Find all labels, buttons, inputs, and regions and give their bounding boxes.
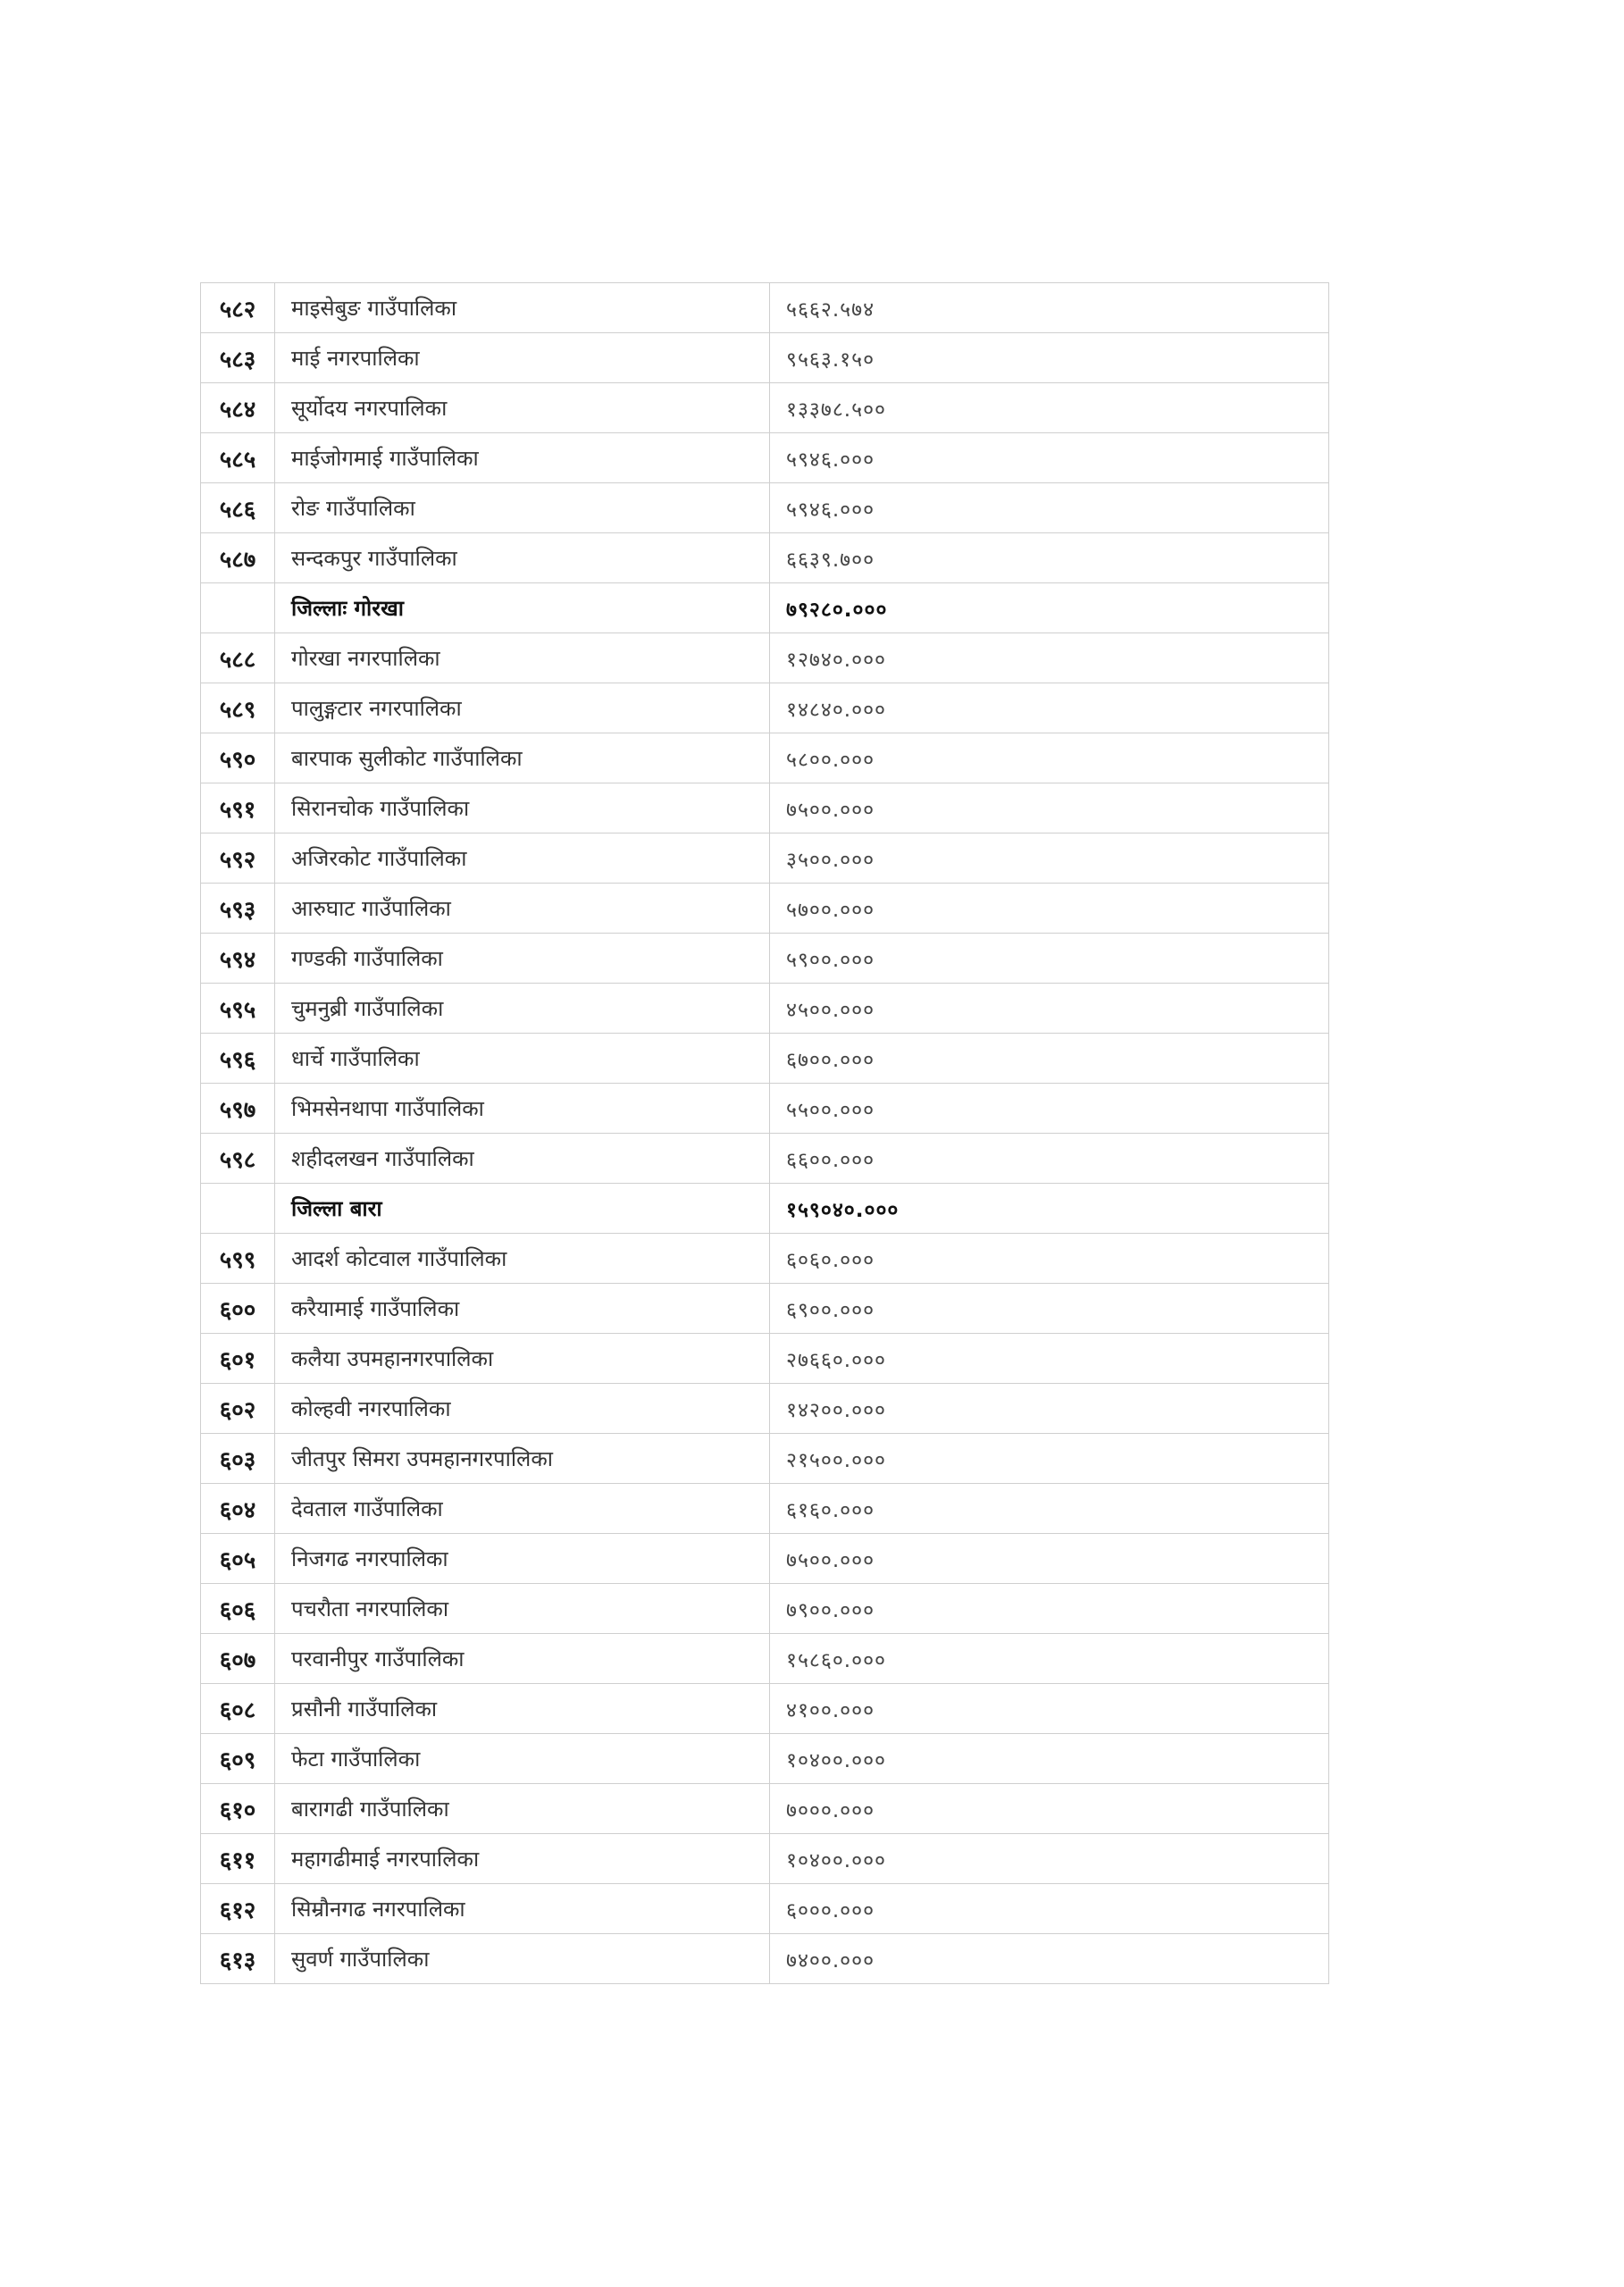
serial-number-cell: ६०२ [201,1384,275,1434]
amount-cell: १०४००.००० [770,1734,1329,1784]
amount-cell: १५८६०.००० [770,1634,1329,1684]
amount-cell: ६६००.००० [770,1134,1329,1184]
table-row [201,834,1329,884]
amount-cell: ५८००.००० [770,733,1329,783]
amount-cell: २७६६०.००० [770,1334,1329,1384]
local-body-name-cell: बारागढी गाउँपालिका [275,1784,770,1834]
local-body-name-cell: बारपाक सुलीकोट गाउँपालिका [275,733,770,783]
table-row [201,1534,1329,1584]
local-body-name-cell: पालुङ्गटार नगरपालिका [275,683,770,733]
local-body-name-cell: शहीदलखन गाउँपालिका [275,1134,770,1184]
serial-number-cell: ५८५ [201,433,275,483]
table-row [201,383,1329,433]
amount-cell: ५९४६.००० [770,433,1329,483]
local-body-name-cell: कलैया उपमहानगरपालिका [275,1334,770,1384]
table-row [201,533,1329,583]
amount-cell: ७०००.००० [770,1784,1329,1834]
amount-cell: १०४००.००० [770,1834,1329,1884]
local-body-name-cell: आदर्श कोटवाल गाउँपालिका [275,1234,770,1284]
local-body-name-cell: फेटा गाउँपालिका [275,1734,770,1784]
amount-cell: ६०००.००० [770,1884,1329,1934]
local-body-name-cell: सिरानचोक गाउँपालिका [275,783,770,834]
serial-number-cell: ५८९ [201,683,275,733]
local-body-name-cell: निजगढ नगरपालिका [275,1534,770,1584]
table-row [201,733,1329,783]
local-body-name-cell: सूर्योदय नगरपालिका [275,383,770,433]
amount-cell: १४८४०.००० [770,683,1329,733]
local-body-name-cell: आरुघाट गाउँपालिका [275,884,770,934]
local-body-name-cell: पचरौता नगरपालिका [275,1584,770,1634]
amount-cell: ६०६०.००० [770,1234,1329,1284]
serial-number-cell: ६०३ [201,1434,275,1484]
table-row [201,1734,1329,1784]
amount-cell: ७९००.००० [770,1584,1329,1634]
table-row [201,783,1329,834]
amount-cell: १५९०४०.००० [770,1184,1329,1234]
amount-cell: ४१००.००० [770,1684,1329,1734]
serial-number-cell: ५८६ [201,483,275,533]
amount-cell: ६७००.००० [770,1034,1329,1084]
amount-cell: १४२००.००० [770,1384,1329,1434]
serial-number-cell: ५९५ [201,984,275,1034]
amount-cell: ५५००.००० [770,1084,1329,1134]
local-body-name-cell: परवानीपुर गाउँपालिका [275,1634,770,1684]
amount-cell: ७४००.००० [770,1934,1329,1984]
serial-number-cell: ५८४ [201,383,275,433]
amount-cell: १३३७८.५०० [770,383,1329,433]
serial-number-cell: ६०४ [201,1484,275,1534]
local-body-name-cell: कोल्हवी नगरपालिका [275,1384,770,1434]
serial-number-cell: ५९९ [201,1234,275,1284]
serial-number-cell: ५८३ [201,333,275,383]
serial-number-cell: ५९० [201,733,275,783]
serial-number-cell [201,1184,275,1234]
district-subtotal-row [201,1184,1329,1234]
serial-number-cell: ६०६ [201,1584,275,1634]
table-row [201,1934,1329,1984]
serial-number-cell: ६०५ [201,1534,275,1584]
table-row [201,683,1329,733]
serial-number-cell: ५९८ [201,1134,275,1184]
local-body-name-cell: सन्दकपुर गाउँपालिका [275,533,770,583]
local-body-name-cell: सुवर्ण गाउँपालिका [275,1934,770,1984]
table-row [201,1434,1329,1484]
table-row [201,1634,1329,1684]
local-body-name-cell: चुमनुब्री गाउँपालिका [275,984,770,1034]
local-body-name-cell: माईजोगमाई गाउँपालिका [275,433,770,483]
serial-number-cell: ६०७ [201,1634,275,1684]
local-body-name-cell: देवताल गाउँपालिका [275,1484,770,1534]
local-body-name-cell: माई नगरपालिका [275,333,770,383]
amount-cell: ३५००.००० [770,834,1329,884]
table-row [201,1084,1329,1134]
serial-number-cell: ६१२ [201,1884,275,1934]
serial-number-cell: ५९१ [201,783,275,834]
local-body-name-cell: भिमसेनथापा गाउँपालिका [275,1084,770,1134]
district-subtotal-row [201,583,1329,633]
serial-number-cell: ६०१ [201,1334,275,1384]
table-row [201,333,1329,383]
serial-number-cell: ५९२ [201,834,275,884]
table-row [201,884,1329,934]
amount-cell: ७५००.००० [770,783,1329,834]
serial-number-cell: ५९३ [201,884,275,934]
serial-number-cell: ५९४ [201,934,275,984]
table-row [201,1134,1329,1184]
amount-cell: ६९००.००० [770,1284,1329,1334]
amount-cell: ५९००.००० [770,934,1329,984]
serial-number-cell: ५९६ [201,1034,275,1084]
amount-cell: ६६३९.७०० [770,533,1329,583]
local-body-name-cell: सिम्रौनगढ नगरपालिका [275,1884,770,1934]
serial-number-cell: ५९७ [201,1084,275,1134]
local-body-name-cell: अजिरकोट गाउँपालिका [275,834,770,884]
local-body-name-cell: प्रसौनी गाउँपालिका [275,1684,770,1734]
allocation-table [200,282,1329,1984]
serial-number-cell: ६११ [201,1834,275,1884]
serial-number-cell: ६०९ [201,1734,275,1784]
table-row [201,1584,1329,1634]
serial-number-cell: ५८७ [201,533,275,583]
table-row [201,1034,1329,1084]
table-row [201,1484,1329,1534]
local-body-name-cell: महागढीमाई नगरपालिका [275,1834,770,1884]
table-row [201,1784,1329,1834]
table-row [201,934,1329,984]
amount-cell: ५९४६.००० [770,483,1329,533]
table-body [201,283,1329,1984]
table-row [201,283,1329,333]
local-body-name-cell: गण्डकी गाउँपालिका [275,934,770,984]
table-row [201,1284,1329,1334]
amount-cell: ५७००.००० [770,884,1329,934]
local-body-name-cell: धार्चे गाउँपालिका [275,1034,770,1084]
amount-cell: २१५००.००० [770,1434,1329,1484]
local-body-name-cell: रोङ गाउँपालिका [275,483,770,533]
local-body-name-cell: गोरखा नगरपालिका [275,633,770,683]
amount-cell: ५६६२.५७४ [770,283,1329,333]
serial-number-cell [201,583,275,633]
table-row [201,483,1329,533]
amount-cell: ६१६०.००० [770,1484,1329,1534]
table-row [201,1384,1329,1434]
table-row [201,1884,1329,1934]
table-row [201,1834,1329,1884]
local-body-name-cell: जिल्ला बारा [275,1184,770,1234]
local-body-name-cell: माइसेबुङ गाउँपालिका [275,283,770,333]
amount-cell: ७५००.००० [770,1534,1329,1584]
serial-number-cell: ६०८ [201,1684,275,1734]
local-body-name-cell: जीतपुर सिमरा उपमहानगरपालिका [275,1434,770,1484]
serial-number-cell: ६१३ [201,1934,275,1984]
serial-number-cell: ६०० [201,1284,275,1334]
table-row [201,984,1329,1034]
amount-cell: ९५६३.१५० [770,333,1329,383]
local-body-name-cell: करैयामाई गाउँपालिका [275,1284,770,1334]
table-row [201,433,1329,483]
serial-number-cell: ५८२ [201,283,275,333]
table-row [201,633,1329,683]
serial-number-cell: ६१० [201,1784,275,1834]
local-body-name-cell: जिल्लाः गोरखा [275,583,770,633]
table-row [201,1234,1329,1284]
amount-cell: ४५००.००० [770,984,1329,1034]
serial-number-cell: ५८८ [201,633,275,683]
table-row [201,1334,1329,1384]
amount-cell: १२७४०.००० [770,633,1329,683]
amount-cell: ७९२८०.००० [770,583,1329,633]
table-row [201,1684,1329,1734]
